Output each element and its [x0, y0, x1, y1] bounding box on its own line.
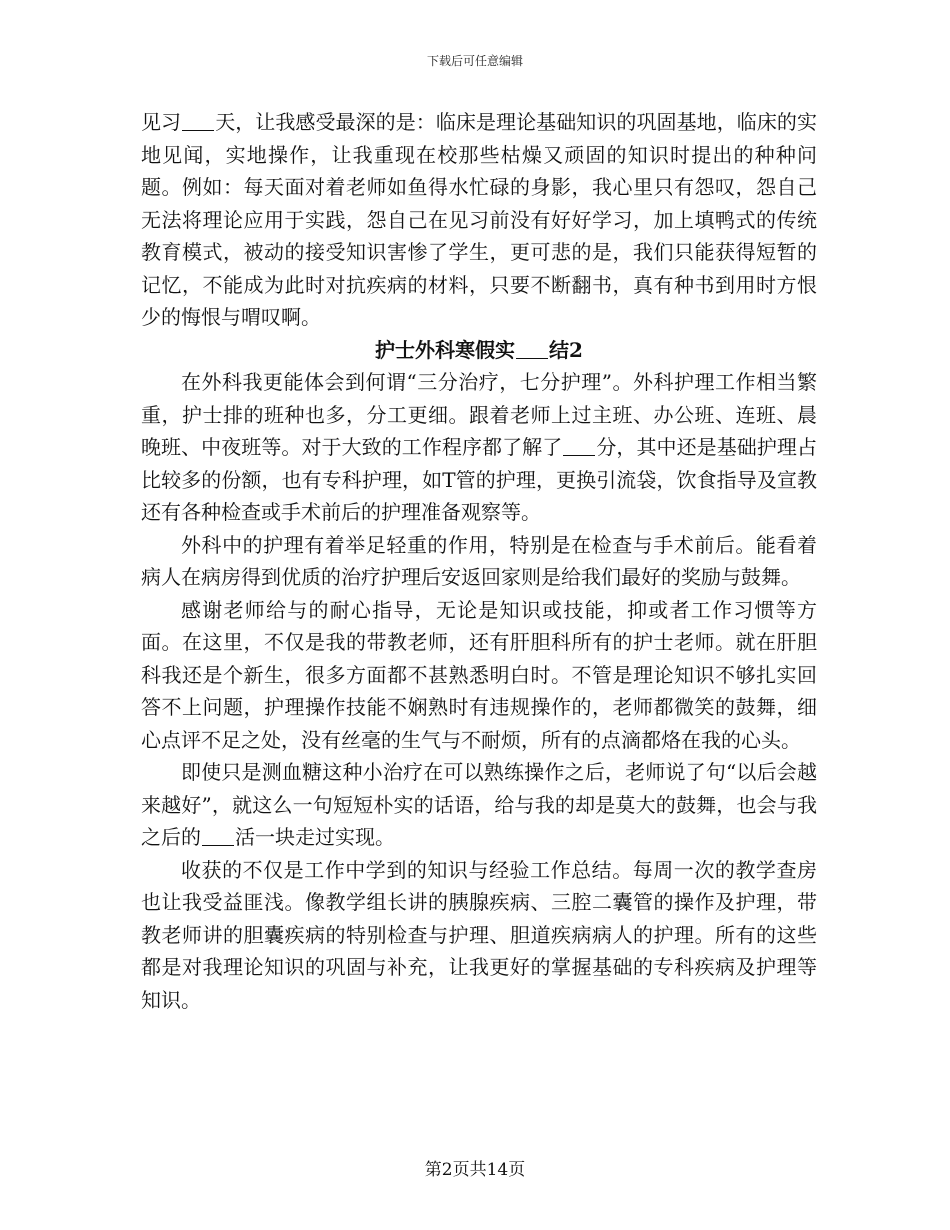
paragraph-text: 在外科我更能体会到何谓“三分治疗，七分护理”。外科护理工作相当繁重，护士排的班种也多，分工更细。跟着老师上过主班、办公班、连班、晨晚班、中夜班等。对于大致的工作程序都了解了: [141, 370, 817, 459]
paragraph-5: 收获的不仅是工作中学到的知识与经验工作总结。每周一次的教学查房也让我受益匪浅。像教学组长讲的胰腺疾病、三腔二囊管的操作及护理，带教老师讲的胆囊疾病的特别检查与护理、胆道疾病病人的护理。所有的这些都是对我理论知识的巩固与补充，让我更好的掌握基础的专科疾病及护理等知识。: [141, 857, 817, 1012]
section-title-text: 护士外科寒假实: [375, 337, 516, 362]
paragraph-4: [141, 756, 817, 854]
blank-underline: [563, 435, 595, 456]
blank-underline: [202, 825, 234, 846]
paragraph-intro: [141, 106, 817, 334]
section-title: [141, 334, 817, 367]
blank-underline: [516, 338, 548, 359]
paragraph-2: 外科中的护理有着举足轻重的作用，特别是在检查与手术前后。能看着病人在病房得到优质的治疗护理后安返回家则是给我们最好的奖励与鼓舞。: [141, 532, 817, 589]
paragraph-text: 天，让我感受最深的是：临床是理论基础知识的巩固基地，临床的实地见闻，实地操作，让我重现在校那些枯燥又顽固的知识时提出的种种问题。例如：每天面对着老师如鱼得水忙碌的身影，我心里只有怨叹，怨自己无法将理论应用于实践，怨自己在见习前没有好好学习，加上填鸭式的传统教育模式，被动的接受知识害惨了学生，更可悲的是，我们只能获得短暂的记忆，不能成为此时对抗疾病的材料，只要不断翻书，真有种书到用时方恨少的悔恨与喟叹啊。: [141, 110, 817, 329]
paragraph-text: 活一块走过实现。: [235, 825, 395, 849]
paragraph-text: 见习: [141, 110, 182, 134]
document-body: [141, 106, 817, 1016]
paragraph-1: [141, 366, 817, 529]
paragraph-text: 即使只是测血糖这种小治疗在可以熟练操作之后，老师说了句“以后会越来越好”，就这么一句短短朴实的话语，给与我的却是莫大的鼓舞，也会与我之后的: [141, 760, 817, 849]
paragraph-text: 分，其中还是基础护理占比较多的份额，也有专科护理，如T管的护理，更换引流袋，饮食指导及宣教还有各种检查或手术前后的护理准备观察等。: [141, 435, 817, 524]
blank-underline: [182, 110, 214, 131]
section-title-text: 结2: [549, 337, 583, 362]
header-note: 下载后可任意编辑: [426, 54, 523, 68]
paragraph-3: 感谢老师给与的耐心指导，无论是知识或技能，抑或者工作习惯等方面。在这里，不仅是我的带教老师，还有肝胆科所有的护士老师。就在肝胆科我还是个新生，很多方面都不甚熟悉明白时。不管是理论知识不够扎实回答不上问题，护理操作技能不娴熟时有违规操作的，老师都微笑的鼓舞，细心点评不足之处，没有丝毫的生气与不耐烦，所有的点滴都烙在我的心头。: [141, 597, 817, 752]
page-number: 第2页共14页: [424, 1160, 526, 1180]
